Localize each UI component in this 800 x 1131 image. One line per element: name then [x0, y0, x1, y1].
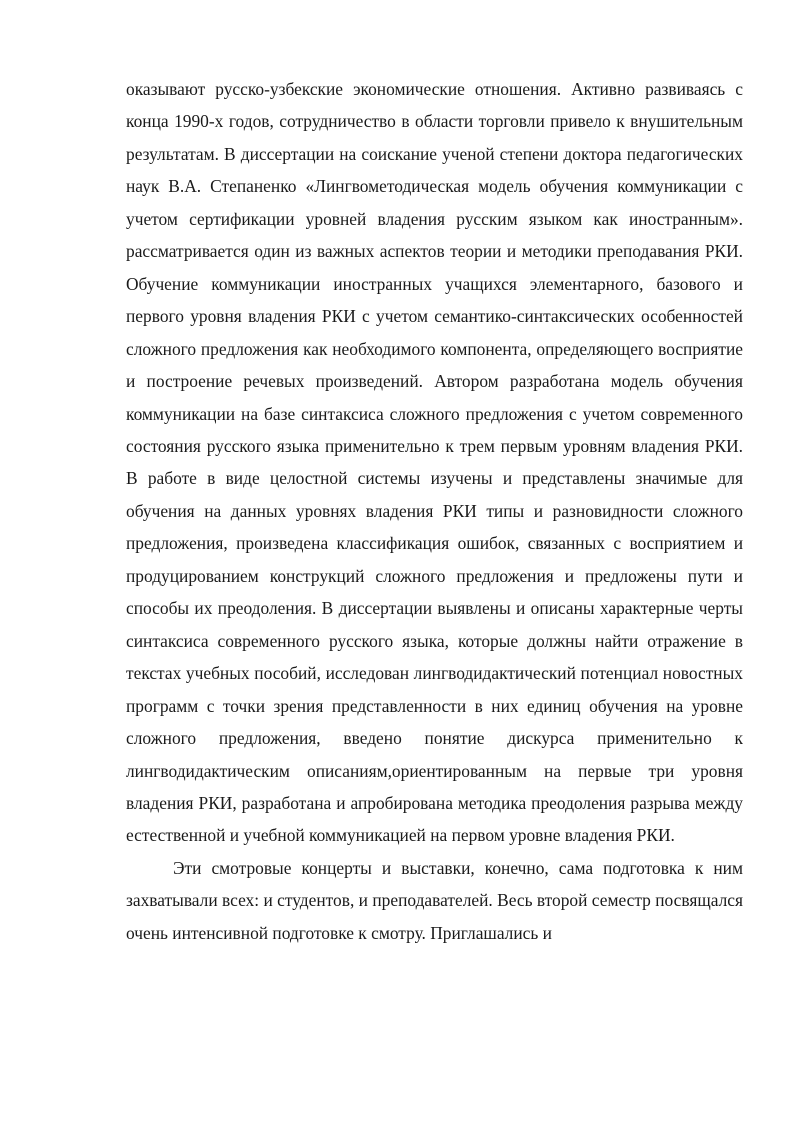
paragraph-concerts-exhibitions: Эти смотровые концерты и выставки, конечно, сама подготовка к ним захватывали всех: и студентов, и преподавателей. Весь второй семестр посвящался очень интенсивной подготовке к смотру. Приглашались и — [126, 857, 743, 943]
paragraph-dissertation-summary: оказывают русско-узбекские экономические отношения. Активно развиваясь с конца 1990-х годов, сотрудничество в области торговли привело к внушительным результатам. В диссертации на соискание ученой степени доктора педагогических наук В.А. Степаненко «Лингвометодическая модель обучения коммуникации с учетом сертификации уровней владения русским языком как иностранным». рассматривается один из важных аспектов теории и методики преподавания РКИ. Обучение коммуникации иностранных учащихся элементарного, базового и первого уровня владения РКИ с учетом семантико-синтаксических особенностей сложного предложения как необходимого компонента, определяющего восприятие и построение речевых произведений. Автором разработана модель обучения коммуникации на базе синтаксиса сложного предложения с учетом современного состояния русского языка применительно к трем первым уровням владения РКИ. В работе в виде целостной системы изучены и представлены значимые для обучения на данных уровнях владения РКИ типы и разновидности сложного предложения, произведена классификация ошибок, связанных с восприятием и продуцированием конструкций сложного предложения и предложены пути и способы их преодоления. В диссертации выявлены и описаны характерные черты синтаксиса современного русского языка, которые должны найти отражение в текстах учебных пособий, исследован лингводидактический потенциал новостных программ с точки зрения представленности в них единиц обучения на уровне сложного предложения, введено понятие дискурса применительно к лингводидактическим описаниям,ориентированным на первые три уровня владения РКИ, разработана и апробирована методика преодоления разрыва между естественной и учебной коммуникацией на первом уровне владения РКИ. — [126, 79, 743, 846]
document-page — [126, 73, 743, 949]
